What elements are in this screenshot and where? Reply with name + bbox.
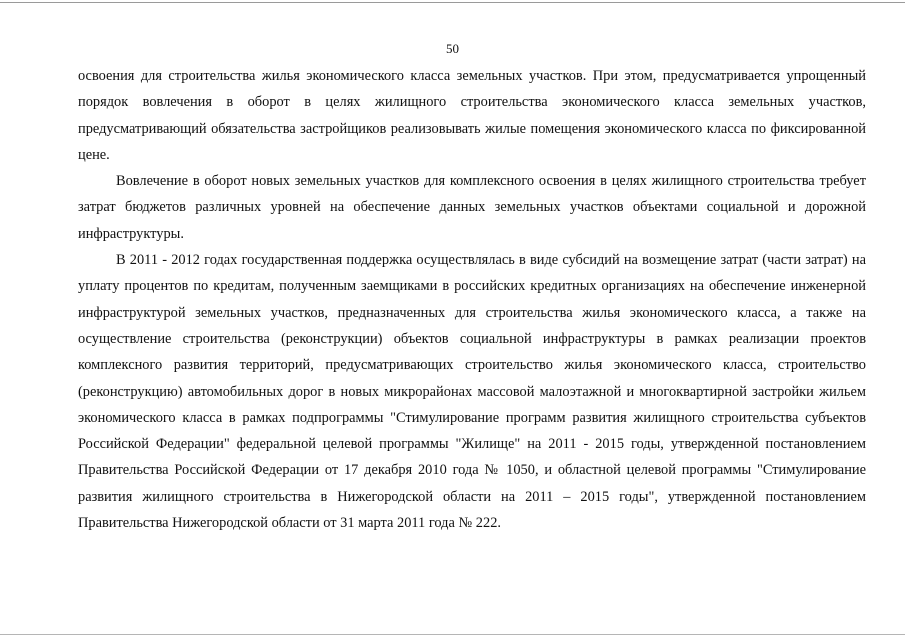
- paragraph-state-support-2011-2012: В 2011 - 2012 годах государственная поддержка осуществлялась в виде субсидий на возмещение затрат (части затрат) на уплату процентов по кредитам, полученным заемщиками в российских кредитных организациях на обеспечение инженерной инфраструктурой земельных участков, предназначенных для строительства жилья экономического класса, а также на осуществление строительства (реконструкции) объектов социальной инфраструктуры в рамках реализации проектов комплексного развития территорий, предусматривающих строительство жилья экономического класса, строительство (реконструкцию) автомобильных дорог в новых микрорайонах массовой малоэтажной и многоквартирной застройки жильем экономического класса в рамках подпрограммы "Стимулирование программ развития жилищного строительства субъектов Российской Федерации" федеральной целевой программы "Жилище" на 2011 - 2015 годы, утвержденной постановлением Правительства Российской Федерации от 17 декабря 2010 года № 1050, и областной целевой программы "Стимулирование развития жилищного строительства в Нижегородской области на 2011 – 2015 годы", утвержденной постановлением Правительства Нижегородской области от 31 марта 2011 года № 222.: [78, 252, 866, 532]
- scan-edge-bottom: [0, 634, 905, 635]
- paragraph-land-involvement: Вовлечение в оборот новых земельных участков для комплексного освоения в целях жилищного строительства требует затрат бюджетов различных уровней на обеспечение данных земельных участков объектами социальной и дорожной инфраструктуры.: [78, 173, 866, 242]
- page-number: 50: [446, 41, 459, 56]
- document-body: [78, 63, 866, 536]
- scan-edge-top: [0, 2, 905, 3]
- paragraph-continuation: освоения для строительства жилья экономического класса земельных участков. При этом, предусматривается упрощенный порядок вовлечения в оборот в целях жилищного строительства экономического класса земельных участков, предусматривающий обязательства застройщиков реализовывать жилые помещения экономического класса по фиксированной цене.: [78, 68, 866, 163]
